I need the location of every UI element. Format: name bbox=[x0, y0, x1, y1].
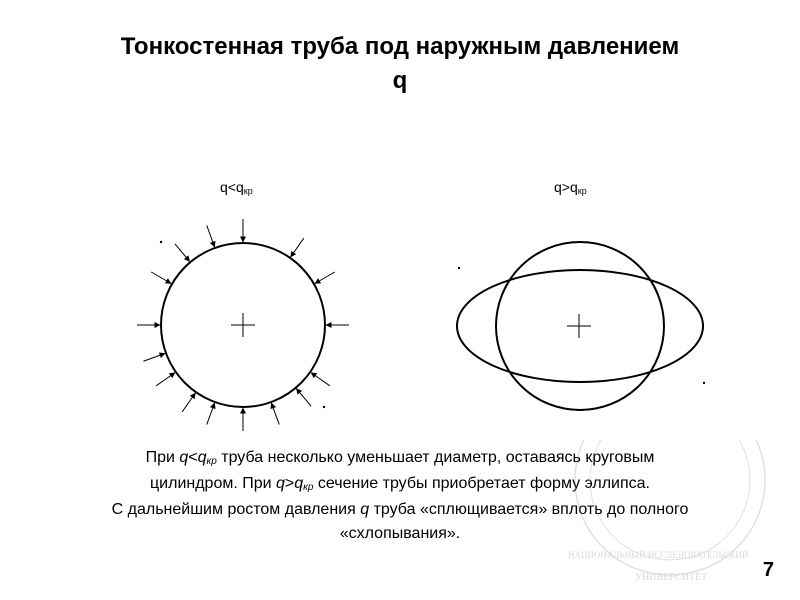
dot bbox=[458, 267, 460, 269]
pressure-arrow bbox=[315, 272, 335, 284]
left-center-cross bbox=[231, 313, 255, 337]
title-line-1: Тонкостенная труба под наружным давлением bbox=[120, 33, 680, 60]
pressure-arrow bbox=[207, 403, 215, 425]
text-line-1: При q<qкр труба несколько уменьшает диаметр, оставаясь круговым bbox=[145, 449, 655, 467]
pressure-arrow bbox=[271, 403, 279, 425]
pressure-arrow bbox=[156, 373, 175, 386]
pressure-arrow bbox=[291, 238, 304, 257]
dot bbox=[323, 406, 325, 408]
pressure-arrow bbox=[311, 373, 330, 386]
slide-number: 7 bbox=[762, 559, 774, 581]
pressure-arrow bbox=[182, 393, 195, 412]
text-line-3: С дальнейшим ростом давления q труба «сплющивается» вплоть до полного bbox=[111, 501, 689, 518]
dot bbox=[160, 241, 162, 243]
pressure-arrow bbox=[207, 225, 215, 247]
pressure-arrow bbox=[175, 244, 190, 262]
university-seal-watermark bbox=[540, 440, 790, 600]
svg-text:УНИВЕРСИТЕТ: УНИВЕРСИТЕТ bbox=[635, 572, 708, 583]
dot bbox=[703, 382, 705, 384]
pressure-arrow bbox=[151, 272, 171, 284]
pressure-arrow bbox=[143, 353, 165, 361]
title-line-2: q bbox=[392, 67, 408, 94]
svg-text:НАЦИОНАЛЬНЫЙ ИССЛЕДОВАТЕЛЬСКИЙ: НАЦИОНАЛЬНЫЙ ИССЛЕДОВАТЕЛЬСКИЙ bbox=[568, 550, 749, 560]
text-line-2: цилиндром. При q>qкр сечение трубы приобретает форму эллипса. bbox=[150, 475, 650, 493]
left-condition-label: q<qкр bbox=[220, 179, 253, 196]
right-center-cross bbox=[567, 314, 591, 338]
text-line-4: «схлопывания». bbox=[339, 525, 461, 542]
right-condition-label: q>qкр bbox=[554, 179, 587, 196]
pressure-arrow bbox=[296, 389, 311, 407]
